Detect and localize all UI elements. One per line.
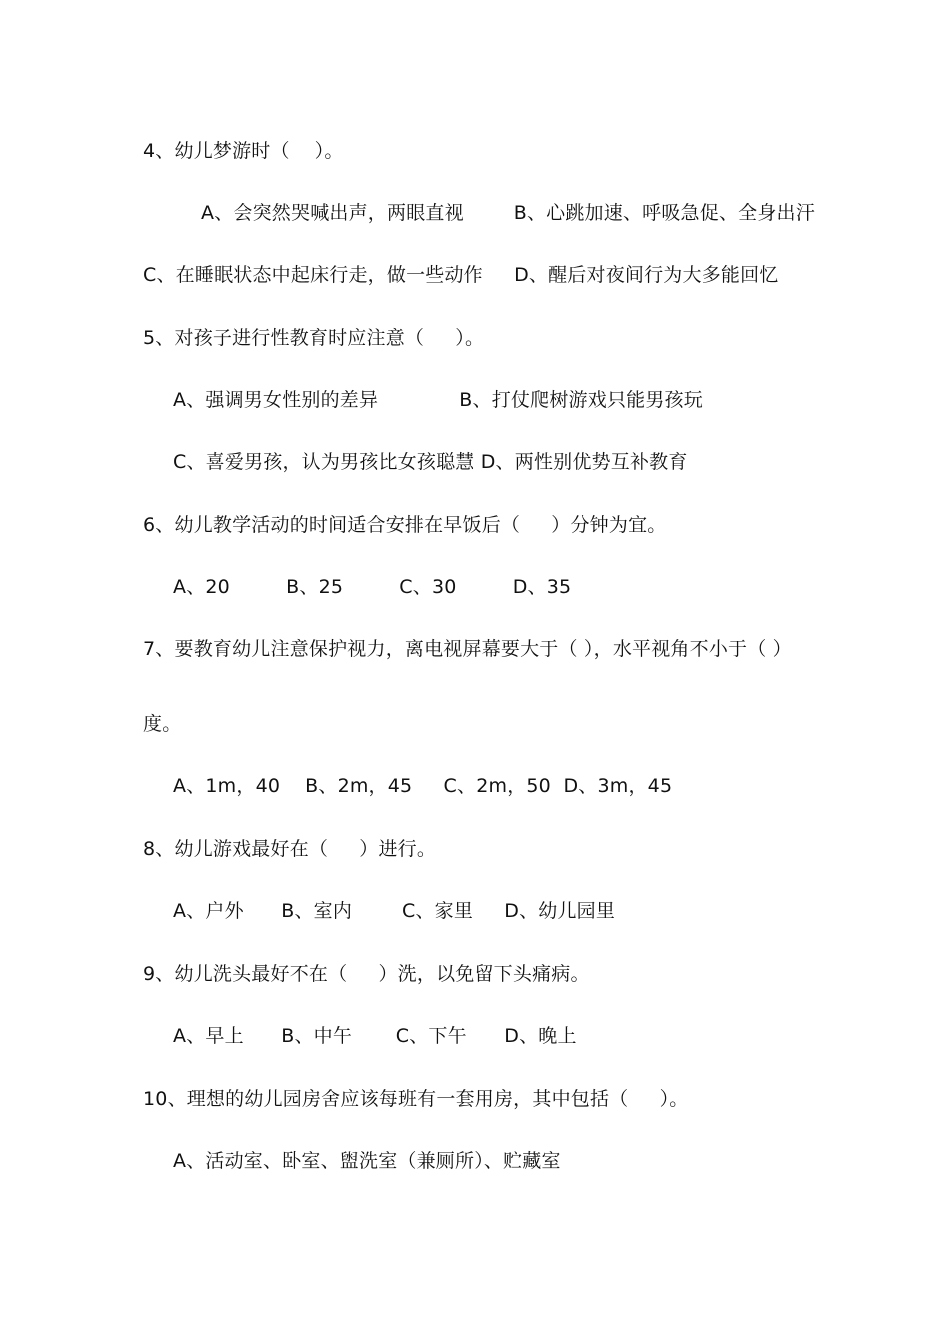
question-7-stem: 7、要教育幼儿注意保护视力，离电视屏幕要大于（ ），水平视角不小于（ ） xyxy=(143,638,792,660)
question-10-option-a: A、活动室、卧室、盥洗室（兼厕所）、贮藏室 xyxy=(173,1150,561,1172)
question-7-options: A、1m，40 B、2m，45 C、2m，50 D、3m，45 xyxy=(173,775,673,797)
question-9-stem: 9、幼儿洗头最好不在（ ）洗，以免留下头痛病。 xyxy=(143,963,590,985)
question-8-stem: 8、幼儿游戏最好在（ ）进行。 xyxy=(143,838,437,860)
question-9-options: A、早上 B、中午 C、下午 D、晚上 xyxy=(173,1025,577,1047)
question-7-stem-continued: 度。 xyxy=(143,713,182,735)
question-4-stem: 4、幼儿梦游时（ ）。 xyxy=(143,140,344,162)
question-5-stem: 5、对孩子进行性教育时应注意（ ）。 xyxy=(143,327,485,349)
question-8-options: A、户外 B、室内 C、家里 D、幼儿园里 xyxy=(173,900,616,922)
question-5-options-ab: A、强调男女性别的差异 B、打仗爬树游戏只能男孩玩 xyxy=(173,389,703,411)
question-10-stem: 10、理想的幼儿园房舍应该每班有一套用房，其中包括（ ）。 xyxy=(143,1088,689,1110)
question-6-stem: 6、幼儿教学活动的时间适合安排在早饭后（ ）分钟为宜。 xyxy=(143,514,667,536)
question-4-options-cd: C、在睡眠状态中起床行走，做一些动作 D、醒后对夜间行为大多能回忆 xyxy=(143,264,779,286)
question-5-options-cd: C、喜爱男孩，认为男孩比女孩聪慧 D、两性别优势互补教育 xyxy=(173,451,688,473)
question-6-options: A、20 B、25 C、30 D、35 xyxy=(173,576,572,598)
question-4-options-ab: A、会突然哭喊出声，两眼直视 B、心跳加速、呼吸急促、全身出汗 xyxy=(201,202,815,224)
